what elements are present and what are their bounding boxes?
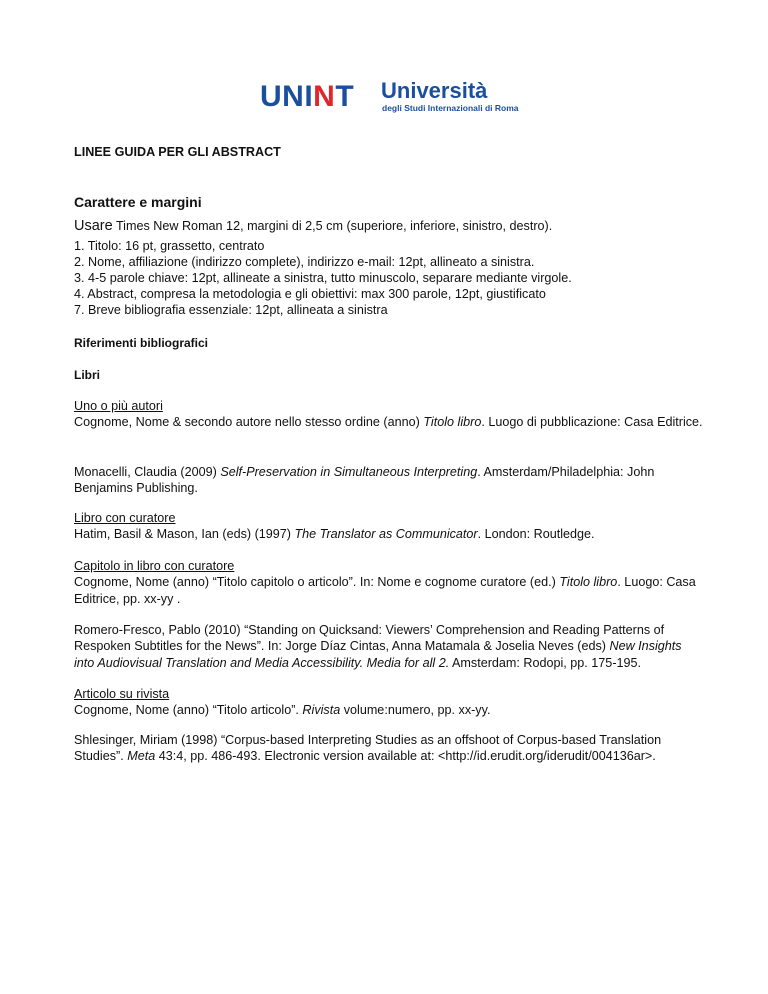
logo-mark-uni: UNI [260,80,314,113]
ref-block-capitolo [74,558,704,607]
list-item: 3. 4-5 parole chiave: 12pt, allineate a sinistra, tutto minuscolo, separare mediante virgole. [74,271,572,285]
ref-example-romero [74,622,704,671]
unint-logo [260,80,520,120]
logo-mark [260,82,354,112]
ref-title: Rivista [302,703,341,718]
ref-pattern [74,702,704,718]
ref-heading: Libro con curatore [74,511,176,525]
document-title: LINEE GUIDA PER GLI ABSTRACT [74,145,281,159]
usare-rest: Times New Roman 12, margini di 2,5 cm (superiore, inferiore, sinistro, destro). [112,219,553,233]
section-heading-margins: Carattere e margini [74,194,202,210]
ref-title: New Insights into Audiovisual Translation and Media Accessibility. Media for all 2. [74,639,682,670]
ref-title: Meta [127,749,156,764]
ref-heading: Uno o più autori [74,399,163,413]
ref-title: The Translator as Communicator [294,527,478,542]
section-heading-books: Libri [74,368,100,382]
ref-text: . Luogo: Casa Editrice, pp. xx-yy . [74,575,696,606]
ref-heading: Capitolo in libro con curatore [74,559,235,573]
logo-mark-n: N [313,80,336,113]
ref-block-curatore [74,510,704,543]
list-item: 4. Abstract, compresa la metodologia e gli obiettivi: max 300 parole, 12pt, giustificato [74,287,546,301]
usare-line [74,218,552,234]
ref-text: Amsterdam: Rodopi, pp. 175-195. [449,655,642,670]
ref-heading: Articolo su rivista [74,687,170,701]
list-item: 2. Nome, affiliazione (indirizzo complete), indirizzo e-mail: 12pt, allineato a sinistra. [74,255,535,269]
ref-text: . Luogo di pubblicazione: Casa Editrice. [481,415,703,430]
ref-title: Titolo libro [423,415,482,430]
list-item: 7. Breve bibliografia essenziale: 12pt, allineata a sinistra [74,303,388,317]
usare-word: Usare [74,218,113,234]
ref-text: Shlesinger, Miriam (1998) “Corpus-based Interpreting Studies as an offshoot of Corpus-based Translation Studies”. [74,733,662,764]
ref-text: Romero-Fresco, Pablo (2010) “Standing on Quicksand: Viewers’ Comprehension and Reading Patterns of Respoken Subtitles for the News”. In: Jorge Díaz Cintas, Anna Matamala & Joselia Neves (eds) [74,623,665,654]
ref-text: . Amsterdam/Philadelphia: John Benjamins Publishing. [74,465,655,496]
logo-word: Università [381,78,488,103]
ref-example-monacelli [74,464,704,497]
ref-block-rivista [74,686,704,719]
ref-text: Hatim, Basil & Mason, Ian (eds) (1997) [74,527,295,542]
ref-text: . London: Routledge. [477,527,595,542]
ref-block-authors [74,398,704,431]
ref-text: Monacelli, Claudia (2009) [74,465,221,479]
ref-pattern [74,414,704,430]
section-heading-references: Riferimenti bibliografici [74,336,209,350]
ref-text: 43:4, pp. 486-493. Electronic version available at: <http://id.erudit.org/iderudit/004136ar>. [155,749,656,764]
logo-subtitle: degli Studi Internazionali di Roma [382,103,519,113]
ref-text: volume:numero, pp. xx-yy. [340,703,491,718]
ref-text: Cognome, Nome (anno) “Titolo capitolo o articolo”. In: Nome e cognome curatore (ed.) [74,575,560,590]
ref-pattern [74,574,704,607]
ref-text: Cognome, Nome & secondo autore nello stesso ordine (anno) [74,415,424,430]
ref-text: Cognome, Nome (anno) “Titolo articolo”. [74,703,303,718]
format-list [74,238,572,318]
ref-title: Titolo libro [559,575,618,590]
ref-title: Self-Preservation in Simultaneous Interpreting [220,465,478,479]
logo-mark-t: T [335,80,355,113]
ref-example-shlesinger [74,732,704,765]
ref-pattern [74,526,704,542]
list-item: 1. Titolo: 16 pt, grassetto, centrato [74,239,265,253]
